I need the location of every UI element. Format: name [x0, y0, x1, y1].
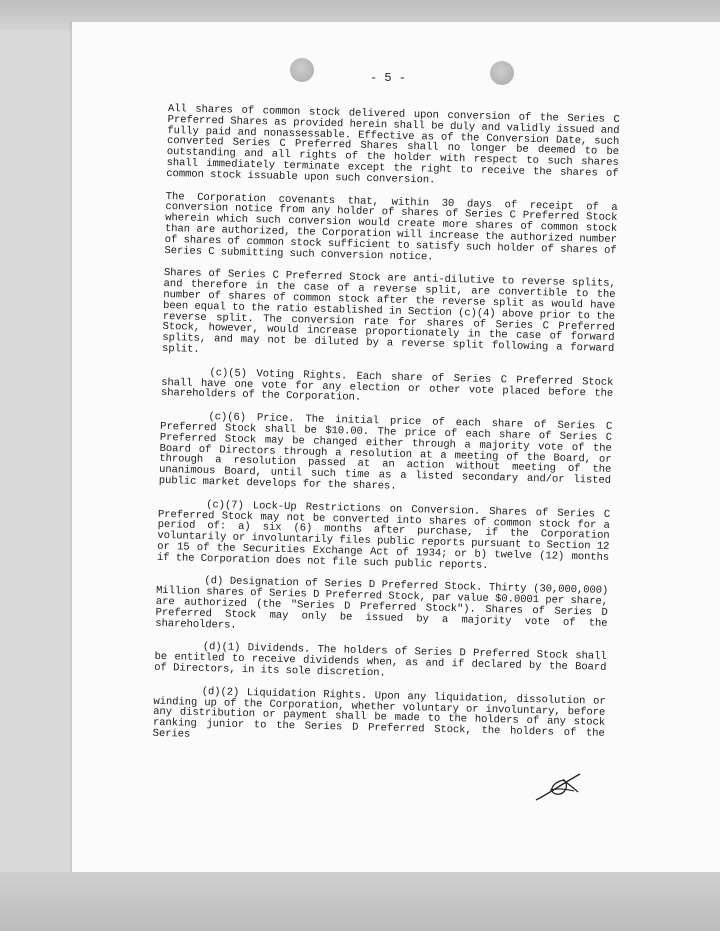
signature-initials	[534, 770, 584, 802]
paragraph-series-d-dividends: (d)(1) Dividends. The holders of Series D Preferred Stock shall be entitled to receive dividends when, as and if declared by the Board of Directors, in its sole discretion.	[154, 641, 607, 680]
paragraph-conversion-shares: All shares of common stock delivered upon conversion of the Series C Preferred Shares as provided herein shall be duly and validly issued and fully paid and nonassessable. Effective as of the Conversion Date, such converted Series C Preferred Shares shall no longer be deemed to be outstanding and all rights of the holder with respect to such shares shall immediately terminate except the right to receive the shares of common stock issuable upon such conversion.	[166, 103, 620, 187]
paragraph-conversion-covenant: The Corporation covenants that, within 30 days of receipt of a conversion notice from any holder of shares of Series C Preferred Stock wherein which such conversion would create more shares of common stock than are authorized, the Corporation will increase the authorized number of shares of common stock sufficient to satisfy such holder of shares of Series C submitting such conversion notice.	[164, 190, 618, 264]
paragraph-anti-dilutive: Shares of Series C Preferred Stock are anti-dilutive to reverse splits, and therefore in the case of a reverse split, are convertible to the number of shares of common stock after the reverse split as would have been equal to the ratio established in Section (c)(4) above prior to the reverse split. The conversion rate for shares of Series C Preferred Stock, however, would increase proportionately in the case of forward splits, and may not be diluted by a reverse split following a forward split.	[161, 267, 616, 356]
page-number: - 5 -	[370, 71, 407, 85]
paragraph-series-d-liquidation: (d)(2) Liquidation Rights. Upon any liquidation, dissolution or winding up of the Corporation, whether voluntary or involuntary, before any distribution or payment shall be made to the holders of any stock ranking junior to the Series D Preferred Stock, the holders of the Series	[152, 685, 606, 741]
paragraph-price: (c)(6) Price. The initial price of each share of Series C Preferred Stock shall be $10.00. The price of each share of Series C Preferred Stock may be changed either through a majority vote of the Board of Directors through a resolution at a meeting of the Board, or through a resolution passed at an action without meeting of the unanimous Board, until such time as a listed secondary and/or listed public market develops for the shares.	[158, 411, 613, 493]
scan-bottom-margin	[0, 872, 720, 931]
paragraph-voting-rights: (c)(5) Voting Rights. Each share of Series C Preferred Stock shall have one vote for any election or other vote placed before the shareholders of the Corporation.	[160, 366, 614, 405]
document-body	[152, 104, 620, 763]
paragraph-lock-up: (c)(7) Lock-Up Restrictions on Conversion. Shares of Series C Preferred Stock may not be converted into shares of common stock for a period of: a) six (6) months after purchase, if the Corporation voluntarily or involuntarily files public reports pursuant to Section 12 or 15 of the Securities Exchange Act of 1934; or b) twelve (12) months if the Corporation does not file such public reports.	[156, 498, 611, 572]
punch-hole	[290, 58, 314, 82]
paragraph-series-d-designation: (d) Designation of Series D Preferred Stock. Thirty (30,000,000) Million shares of Series D Preferred Stock, par value $0.0001 per share, are authorized (the "Series D Preferred Stock"). Shares of Series D Preferred Stock may only be issued by a majority vote of the shareholders.	[155, 575, 609, 632]
punch-hole	[490, 61, 514, 85]
